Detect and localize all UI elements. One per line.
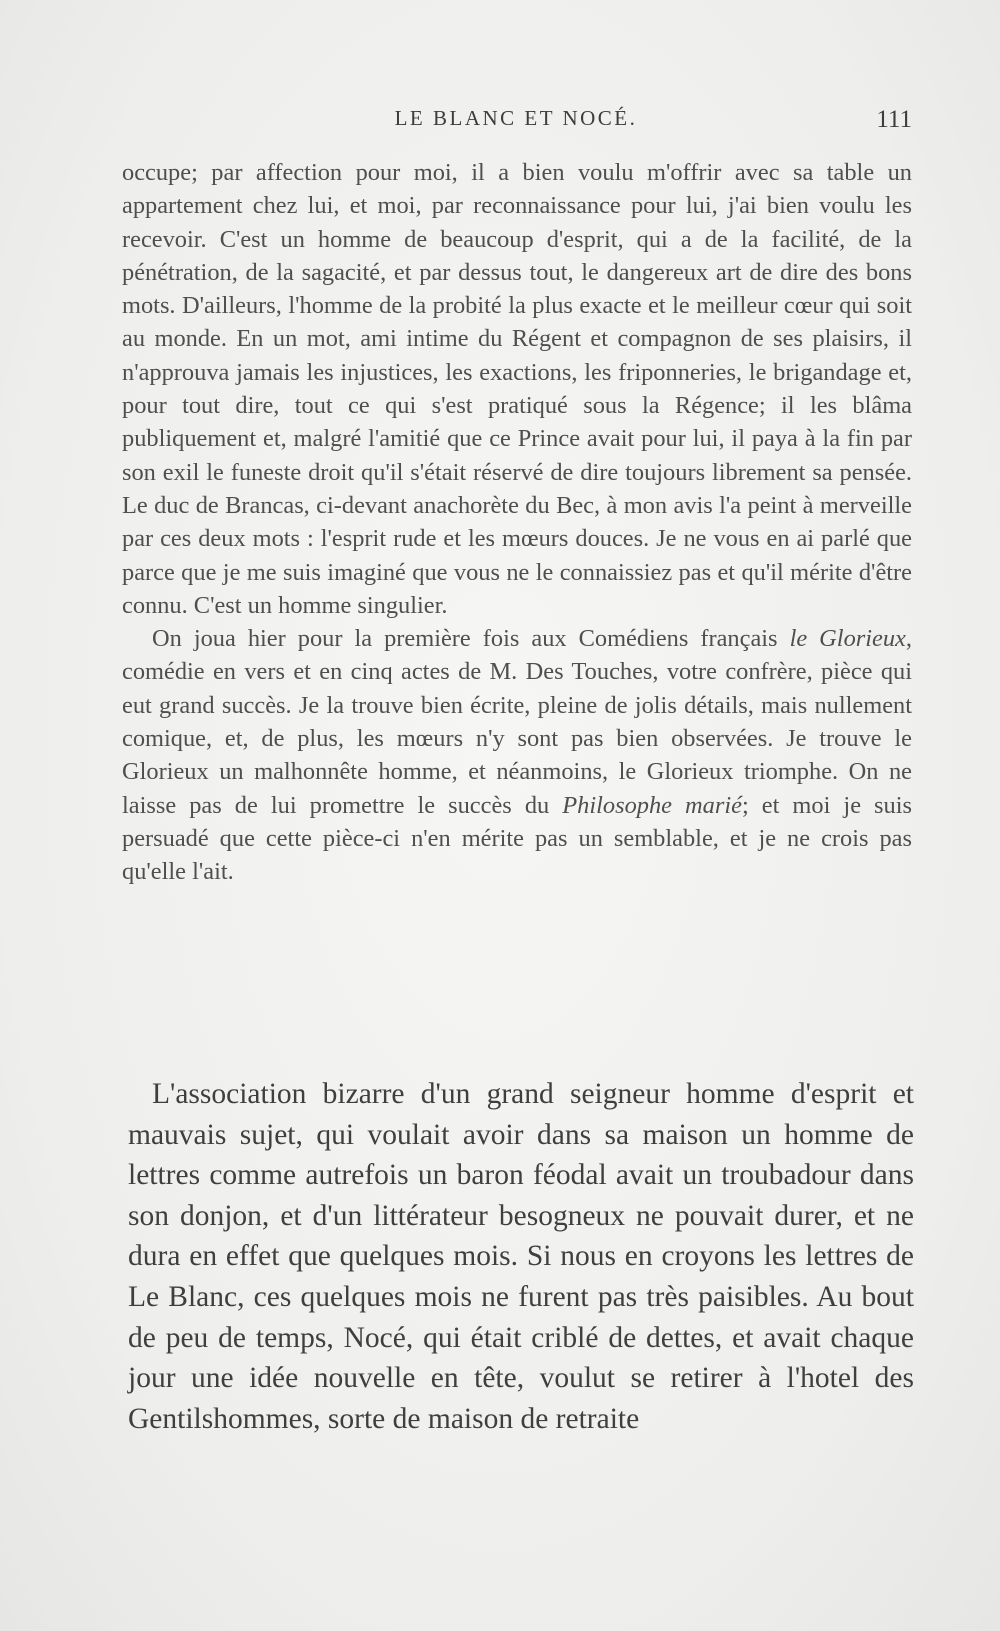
- commentary-paragraph: L'association bizarre d'un grand seigneur homme d'esprit et mauvais sujet, qui voulait avoir dans sa maison un homme de lettres comme autrefois un baron féodal avait un troubadour dans son donjon, et d'un littérateur besogneux ne pouvait durer, et ne dura en effet que quelques mois. Si nous en croyons les lettres de Le Blanc, ces quelques mois ne furent pas très paisibles. Au bout de peu de temps, Nocé, qui était criblé de dettes, et avait chaque jour une idée nouvelle en tête, voulut se retirer à l'hotel des Gentilshommes, sorte de maison de retraite: [128, 1078, 914, 1435]
- play-title-le-glorieux: le Glorieux: [789, 625, 906, 653]
- letter-paragraph-2-start: On joua hier pour la première fois aux Comédiens français: [152, 625, 790, 653]
- page-header: [120, 106, 912, 136]
- letter-paragraph-2: [122, 622, 912, 888]
- play-title-philosophe-marie: Philosophe marié: [562, 791, 742, 819]
- letter-paragraph-2-middle: , comédie en vers et en cinq actes de M. Des Touches, votre confrère, pièce qui eut grand succès. Je la trouve bien écrite, pleine de jolis détails, mais nullement comique, et, de plus, les mœurs n'y sont pas bien observées. Je trouve le Glorieux un malhonnête homme, et néanmoins, le Glorieux triomphe. On ne laisse pas de lui promettre le succès du: [122, 625, 912, 819]
- letter-text-block: [122, 156, 912, 889]
- commentary-text-block: [128, 1074, 914, 1439]
- letter-paragraph-1: occupe; par affection pour moi, il a bien voulu m'offrir avec sa table un appartement chez lui, et moi, par reconnaissance pour lui, j'ai bien voulu les recevoir. C'est un homme de beaucoup d'esprit, qui a de la facilité, de la pénétration, de la sagacité, et par dessus tout, le dangereux art de dire des bons mots. D'ailleurs, l'homme de la probité la plus exacte et le meilleur cœur qui soit au monde. En un mot, ami intime du Régent et compagnon de ses plaisirs, il n'approuva jamais les injustices, les exactions, les friponneries, le brigandage et, pour tout dire, tout ce qui s'est pratiqué sous la Régence; il les blâma publiquement et, malgré l'amitié que ce Prince avait pour lui, il paya à la fin par son exil le funeste droit qu'il s'était réservé de dire toujours librement sa pensée. Le duc de Brancas, ci-devant anachorète du Bec, à mon avis l'a peint à merveille par ces deux mots : l'esprit rude et les mœurs douces. Je ne vous en ai parlé que parce que je me suis imaginé que vous ne le connaissiez pas et qu'il mérite d'être connu. C'est un homme singulier.: [122, 159, 912, 619]
- letter-paragraph-2-end: ; et moi je suis persuadé que cette pièce-ci n'en mérite pas un semblable, et je ne crois pas qu'elle l'ait.: [122, 791, 913, 886]
- page-number: 111: [876, 106, 912, 133]
- running-title: LE BLANC ET NOCÉ.: [394, 106, 638, 130]
